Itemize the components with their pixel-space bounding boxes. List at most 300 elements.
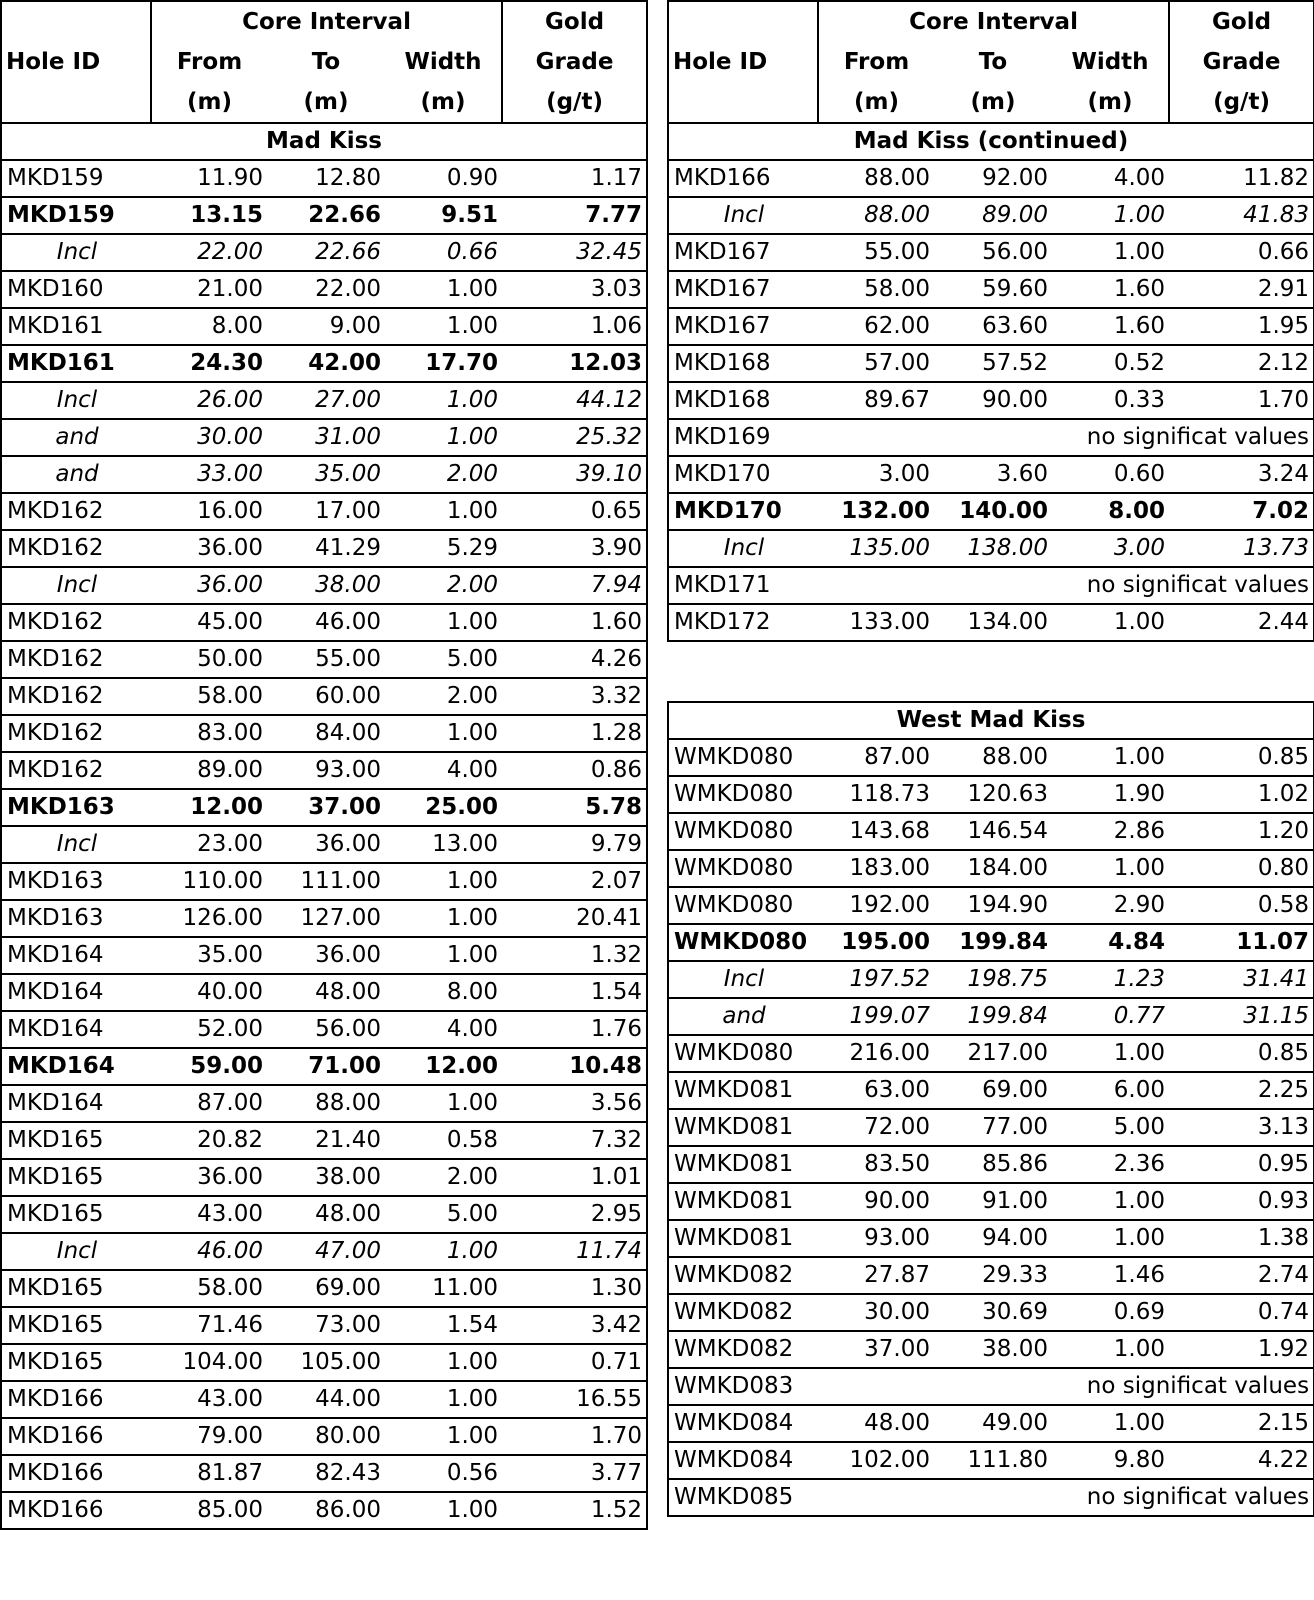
from-cell: 43.00 — [151, 1196, 267, 1233]
table-row — [668, 1442, 1314, 1479]
mad-kiss-table — [0, 0, 648, 1530]
width-cell: 17.70 — [385, 345, 502, 382]
width-cell: 1.00 — [385, 382, 502, 419]
table-row — [668, 530, 1314, 567]
to-cell: 42.00 — [267, 345, 385, 382]
table-row — [1, 456, 647, 493]
to-cell: 56.00 — [934, 234, 1052, 271]
gold-label: Gold — [1169, 1, 1314, 42]
grade-cell: 1.17 — [502, 160, 647, 197]
table-row — [668, 493, 1314, 530]
from-cell: 143.68 — [818, 813, 934, 850]
table-row — [1, 493, 647, 530]
hole-id-cell: WMKD080 — [668, 813, 818, 850]
grade-cell: 0.86 — [502, 752, 647, 789]
grade-cell: 41.83 — [1169, 197, 1314, 234]
width-unit: (m) — [1052, 82, 1169, 123]
width-cell: 1.46 — [1052, 1257, 1169, 1294]
width-cell: 1.00 — [385, 900, 502, 937]
width-cell: 1.00 — [385, 493, 502, 530]
to-cell: 127.00 — [267, 900, 385, 937]
table-row — [668, 776, 1314, 813]
from-cell: 33.00 — [151, 456, 267, 493]
table-row — [1, 308, 647, 345]
grade-cell: 1.52 — [502, 1492, 647, 1529]
from-cell: 59.00 — [151, 1048, 267, 1085]
to-cell: 146.54 — [934, 813, 1052, 850]
from-cell: 27.87 — [818, 1257, 934, 1294]
to-cell: 56.00 — [267, 1011, 385, 1048]
mad-kiss-continued-rows — [668, 160, 1314, 641]
grade-cell: 2.07 — [502, 863, 647, 900]
width-cell: 1.00 — [385, 419, 502, 456]
grade-cell: 1.28 — [502, 715, 647, 752]
from-cell: 3.00 — [818, 456, 934, 493]
to-cell: 94.00 — [934, 1220, 1052, 1257]
width-cell: 1.00 — [385, 1344, 502, 1381]
table-row — [1, 271, 647, 308]
width-cell: 1.00 — [1052, 1405, 1169, 1442]
mad-kiss-continued-header — [668, 1, 1314, 160]
grade-cell: 1.54 — [502, 974, 647, 1011]
hole-id-cell: WMKD081 — [668, 1220, 818, 1257]
grade-cell: 25.32 — [502, 419, 647, 456]
grade-cell: 3.32 — [502, 678, 647, 715]
grade-label: Grade — [1169, 42, 1314, 82]
from-cell: 126.00 — [151, 900, 267, 937]
table-row — [668, 1405, 1314, 1442]
width-cell: 1.00 — [1052, 234, 1169, 271]
width-cell: 1.00 — [385, 1233, 502, 1270]
width-cell: 5.00 — [385, 641, 502, 678]
width-cell: 3.00 — [1052, 530, 1169, 567]
hole-id-cell: MKD165 — [1, 1344, 151, 1381]
width-cell: 4.00 — [385, 752, 502, 789]
width-label: Width — [1071, 49, 1149, 75]
width-cell: 1.00 — [1052, 1220, 1169, 1257]
hole-id-cell: MKD163 — [1, 900, 151, 937]
width-cell: 0.66 — [385, 234, 502, 271]
grade-cell: 2.25 — [1169, 1072, 1314, 1109]
grade-cell: 3.90 — [502, 530, 647, 567]
grade-label: Grade — [502, 42, 647, 82]
hole-id-cell: MKD166 — [668, 160, 818, 197]
from-cell: 43.00 — [151, 1381, 267, 1418]
to-cell: 35.00 — [267, 456, 385, 493]
grade-cell: 1.70 — [502, 1418, 647, 1455]
table-row — [668, 1035, 1314, 1072]
from-cell: 40.00 — [151, 974, 267, 1011]
table-row — [1, 974, 647, 1011]
grade-cell: 1.70 — [1169, 382, 1314, 419]
table-row — [1, 1455, 647, 1492]
from-cell: 11.90 — [151, 160, 267, 197]
to-cell: 22.00 — [267, 271, 385, 308]
width-cell: 1.60 — [1052, 271, 1169, 308]
width-cell: 9.51 — [385, 197, 502, 234]
grade-cell: 1.32 — [502, 937, 647, 974]
hole-id-cell: WMKD081 — [668, 1146, 818, 1183]
width-cell: 1.00 — [1052, 850, 1169, 887]
grade-cell: 2.74 — [1169, 1257, 1314, 1294]
width-cell: 12.00 — [385, 1048, 502, 1085]
to-cell: 85.86 — [934, 1146, 1052, 1183]
table-row — [668, 604, 1314, 641]
table-row — [668, 1072, 1314, 1109]
table-row — [1, 345, 647, 382]
table-row — [668, 813, 1314, 850]
from-cell: 26.00 — [151, 382, 267, 419]
grade-cell: 2.44 — [1169, 604, 1314, 641]
grade-cell: 7.94 — [502, 567, 647, 604]
width-cell: 5.00 — [1052, 1109, 1169, 1146]
table-row — [668, 1183, 1314, 1220]
grade-cell: 1.38 — [1169, 1220, 1314, 1257]
to-cell: 37.00 — [267, 789, 385, 826]
to-cell: 48.00 — [267, 974, 385, 1011]
hole-id-cell: MKD159 — [1, 160, 151, 197]
note-cell: no significat values — [818, 1368, 1314, 1405]
from-cell: 72.00 — [818, 1109, 934, 1146]
grade-cell: 1.06 — [502, 308, 647, 345]
table-row — [668, 1479, 1314, 1516]
hole-id-cell: WMKD082 — [668, 1331, 818, 1368]
from-cell: 58.00 — [151, 678, 267, 715]
from-cell: 183.00 — [818, 850, 934, 887]
from-cell: 110.00 — [151, 863, 267, 900]
from-label: From — [176, 49, 243, 75]
hole-id-cell: MKD164 — [1, 1085, 151, 1122]
grade-cell: 1.01 — [502, 1159, 647, 1196]
core-interval-label: Core Interval — [818, 1, 1169, 42]
from-cell: 13.15 — [151, 197, 267, 234]
hole-id-cell: MKD161 — [1, 308, 151, 345]
table-row — [1, 1011, 647, 1048]
to-cell: 36.00 — [267, 937, 385, 974]
grade-cell: 44.12 — [502, 382, 647, 419]
to-unit: (m) — [267, 82, 385, 123]
table-row — [668, 1257, 1314, 1294]
hole-id-cell: MKD160 — [1, 271, 151, 308]
from-cell: 30.00 — [818, 1294, 934, 1331]
from-cell: 58.00 — [818, 271, 934, 308]
to-cell: 38.00 — [267, 1159, 385, 1196]
hole-id-cell: MKD166 — [1, 1381, 151, 1418]
width-cell: 1.00 — [1052, 1183, 1169, 1220]
hole-id-cell: MKD165 — [1, 1307, 151, 1344]
table-row — [1, 1307, 647, 1344]
hole-id-label: Hole ID — [1, 42, 151, 82]
to-cell: 194.90 — [934, 887, 1052, 924]
west-mad-kiss-header — [668, 702, 1314, 739]
grade-cell: 3.42 — [502, 1307, 647, 1344]
table-row — [1, 826, 647, 863]
hole-id-cell: MKD170 — [668, 493, 818, 530]
to-cell: 80.00 — [267, 1418, 385, 1455]
hole-id-cell: and — [1, 419, 151, 456]
hole-id-cell: WMKD080 — [668, 924, 818, 961]
from-cell: 192.00 — [818, 887, 934, 924]
from-cell: 104.00 — [151, 1344, 267, 1381]
hole-id-cell: MKD159 — [1, 197, 151, 234]
hole-id-cell: WMKD080 — [668, 739, 818, 776]
width-cell: 0.58 — [385, 1122, 502, 1159]
to-cell: 134.00 — [934, 604, 1052, 641]
table-row — [668, 160, 1314, 197]
hole-id-cell: WMKD080 — [668, 887, 818, 924]
hole-id-cell: WMKD080 — [668, 850, 818, 887]
hole-id-cell: WMKD085 — [668, 1479, 818, 1516]
from-unit: (m) — [818, 82, 934, 123]
width-cell: 2.90 — [1052, 887, 1169, 924]
grade-cell: 7.77 — [502, 197, 647, 234]
to-cell: 91.00 — [934, 1183, 1052, 1220]
core-interval-label: Core Interval — [151, 1, 502, 42]
hole-id-label: Hole ID — [668, 42, 818, 82]
hole-id-cell: MKD164 — [1, 1048, 151, 1085]
to-cell: 199.84 — [934, 924, 1052, 961]
hole-id-cell: MKD162 — [1, 678, 151, 715]
to-cell: 46.00 — [267, 604, 385, 641]
from-cell: 88.00 — [818, 160, 934, 197]
from-cell: 46.00 — [151, 1233, 267, 1270]
from-cell: 197.52 — [818, 961, 934, 998]
table-row — [668, 419, 1314, 456]
to-cell: 41.29 — [267, 530, 385, 567]
to-cell: 48.00 — [267, 1196, 385, 1233]
to-cell: 111.00 — [267, 863, 385, 900]
grade-cell: 2.15 — [1169, 1405, 1314, 1442]
from-cell: 8.00 — [151, 308, 267, 345]
table-row — [668, 1294, 1314, 1331]
hole-id-cell: MKD164 — [1, 1011, 151, 1048]
grade-cell: 12.03 — [502, 345, 647, 382]
from-cell: 88.00 — [818, 197, 934, 234]
width-cell: 0.52 — [1052, 345, 1169, 382]
width-unit: (m) — [385, 82, 502, 123]
hole-id-cell: Incl — [668, 197, 818, 234]
width-cell: 0.60 — [1052, 456, 1169, 493]
from-cell: 52.00 — [151, 1011, 267, 1048]
to-cell: 138.00 — [934, 530, 1052, 567]
mad-kiss-rows — [1, 160, 647, 1529]
to-cell: 199.84 — [934, 998, 1052, 1035]
hole-id-cell: MKD166 — [1, 1418, 151, 1455]
table-row — [1, 1122, 647, 1159]
from-cell: 90.00 — [818, 1183, 934, 1220]
width-cell: 0.77 — [1052, 998, 1169, 1035]
table-row — [1, 1344, 647, 1381]
mad-kiss-header — [1, 1, 647, 160]
table-row — [668, 197, 1314, 234]
to-cell: 88.00 — [934, 739, 1052, 776]
to-cell: 22.66 — [267, 197, 385, 234]
table-row — [1, 1085, 647, 1122]
hole-id-cell: WMKD081 — [668, 1109, 818, 1146]
to-cell: 21.40 — [267, 1122, 385, 1159]
grade-cell: 2.95 — [502, 1196, 647, 1233]
table-row — [1, 160, 647, 197]
table-row — [1, 1270, 647, 1307]
width-cell: 11.00 — [385, 1270, 502, 1307]
from-cell: 87.00 — [818, 739, 934, 776]
width-cell: 2.00 — [385, 678, 502, 715]
grade-cell: 2.91 — [1169, 271, 1314, 308]
note-cell: no significat values — [818, 567, 1314, 604]
to-cell: 49.00 — [934, 1405, 1052, 1442]
table-row — [668, 382, 1314, 419]
width-cell: 4.00 — [385, 1011, 502, 1048]
table-row — [1, 1233, 647, 1270]
table-row — [1, 197, 647, 234]
from-cell: 63.00 — [818, 1072, 934, 1109]
from-cell: 20.82 — [151, 1122, 267, 1159]
table-row — [668, 850, 1314, 887]
hole-id-cell: and — [668, 998, 818, 1035]
hole-id-cell: MKD167 — [668, 271, 818, 308]
from-cell: 30.00 — [151, 419, 267, 456]
to-unit: (m) — [934, 82, 1052, 123]
grade-cell: 39.10 — [502, 456, 647, 493]
to-cell: 22.66 — [267, 234, 385, 271]
width-cell: 1.00 — [385, 271, 502, 308]
grade-cell: 11.07 — [1169, 924, 1314, 961]
west-mad-kiss-table — [667, 701, 1314, 1517]
width-cell: 8.00 — [1052, 493, 1169, 530]
width-cell: 1.54 — [385, 1307, 502, 1344]
width-cell: 1.00 — [385, 1418, 502, 1455]
width-cell: 2.36 — [1052, 1146, 1169, 1183]
to-cell: 57.52 — [934, 345, 1052, 382]
hole-id-cell: WMKD083 — [668, 1368, 818, 1405]
grade-cell: 1.60 — [502, 604, 647, 641]
from-cell: 195.00 — [818, 924, 934, 961]
from-cell: 71.46 — [151, 1307, 267, 1344]
from-cell: 83.50 — [818, 1146, 934, 1183]
to-cell: 140.00 — [934, 493, 1052, 530]
from-cell: 85.00 — [151, 1492, 267, 1529]
table-row — [668, 456, 1314, 493]
width-cell: 5.00 — [385, 1196, 502, 1233]
width-cell: 1.23 — [1052, 961, 1169, 998]
grade-cell: 0.93 — [1169, 1183, 1314, 1220]
hole-id-cell: MKD165 — [1, 1270, 151, 1307]
width-cell: 1.00 — [1052, 1331, 1169, 1368]
hole-id-cell: MKD162 — [1, 715, 151, 752]
table-row — [668, 739, 1314, 776]
to-cell: 63.60 — [934, 308, 1052, 345]
to-cell: 71.00 — [267, 1048, 385, 1085]
hole-id-cell: Incl — [1, 1233, 151, 1270]
hole-id-cell: and — [1, 456, 151, 493]
to-cell: 12.80 — [267, 160, 385, 197]
from-cell: 93.00 — [818, 1220, 934, 1257]
to-cell: 184.00 — [934, 850, 1052, 887]
width-cell: 4.84 — [1052, 924, 1169, 961]
table-row — [668, 345, 1314, 382]
grade-cell: 4.26 — [502, 641, 647, 678]
width-cell: 8.00 — [385, 974, 502, 1011]
grade-cell: 5.78 — [502, 789, 647, 826]
hole-id-cell: MKD161 — [1, 345, 151, 382]
table-row — [1, 1048, 647, 1085]
hole-id-cell: MKD167 — [668, 308, 818, 345]
table-row — [1, 937, 647, 974]
width-cell: 2.86 — [1052, 813, 1169, 850]
grade-cell: 7.02 — [1169, 493, 1314, 530]
hole-id-cell: WMKD081 — [668, 1072, 818, 1109]
hole-id-cell: MKD166 — [1, 1455, 151, 1492]
table-row — [1, 567, 647, 604]
from-cell: 55.00 — [818, 234, 934, 271]
to-cell: 27.00 — [267, 382, 385, 419]
from-cell: 36.00 — [151, 530, 267, 567]
from-cell: 133.00 — [818, 604, 934, 641]
grade-cell: 3.56 — [502, 1085, 647, 1122]
from-cell: 48.00 — [818, 1405, 934, 1442]
to-cell: 29.33 — [934, 1257, 1052, 1294]
width-cell: 6.00 — [1052, 1072, 1169, 1109]
from-cell: 216.00 — [818, 1035, 934, 1072]
from-cell: 58.00 — [151, 1270, 267, 1307]
from-cell: 199.07 — [818, 998, 934, 1035]
table-row — [1, 1418, 647, 1455]
hole-id-cell: WMKD084 — [668, 1442, 818, 1479]
hole-id-cell: MKD162 — [1, 641, 151, 678]
width-cell: 0.90 — [385, 160, 502, 197]
hole-id-cell: MKD165 — [1, 1159, 151, 1196]
to-cell: 88.00 — [267, 1085, 385, 1122]
width-cell: 0.69 — [1052, 1294, 1169, 1331]
width-cell: 1.00 — [385, 863, 502, 900]
hole-id-cell: Incl — [1, 567, 151, 604]
to-cell: 82.43 — [267, 1455, 385, 1492]
grade-cell: 1.20 — [1169, 813, 1314, 850]
grade-cell: 2.12 — [1169, 345, 1314, 382]
table-row — [668, 1146, 1314, 1183]
from-cell: 87.00 — [151, 1085, 267, 1122]
width-cell: 2.00 — [385, 1159, 502, 1196]
to-cell: 69.00 — [934, 1072, 1052, 1109]
from-cell: 36.00 — [151, 567, 267, 604]
from-cell: 89.00 — [151, 752, 267, 789]
grade-cell: 0.66 — [1169, 234, 1314, 271]
grade-cell: 11.82 — [1169, 160, 1314, 197]
width-cell: 0.56 — [385, 1455, 502, 1492]
width-cell: 1.00 — [385, 604, 502, 641]
grade-cell: 1.30 — [502, 1270, 647, 1307]
hole-id-cell: WMKD080 — [668, 776, 818, 813]
hole-id-cell: WMKD081 — [668, 1183, 818, 1220]
grade-unit: (g/t) — [1169, 82, 1314, 123]
table-row — [668, 961, 1314, 998]
hole-id-cell: MKD164 — [1, 974, 151, 1011]
from-cell: 81.87 — [151, 1455, 267, 1492]
to-cell: 38.00 — [267, 567, 385, 604]
hole-id-cell: WMKD082 — [668, 1257, 818, 1294]
table-row — [1, 1196, 647, 1233]
from-cell: 23.00 — [151, 826, 267, 863]
hole-id-cell: MKD172 — [668, 604, 818, 641]
table-row — [1, 789, 647, 826]
hole-id-cell: WMKD082 — [668, 1294, 818, 1331]
to-cell: 77.00 — [934, 1109, 1052, 1146]
west-mad-kiss-rows — [668, 739, 1314, 1516]
mad-kiss-continued-table — [667, 0, 1314, 642]
to-cell: 120.63 — [934, 776, 1052, 813]
table-row — [668, 234, 1314, 271]
width-cell: 1.00 — [385, 1492, 502, 1529]
